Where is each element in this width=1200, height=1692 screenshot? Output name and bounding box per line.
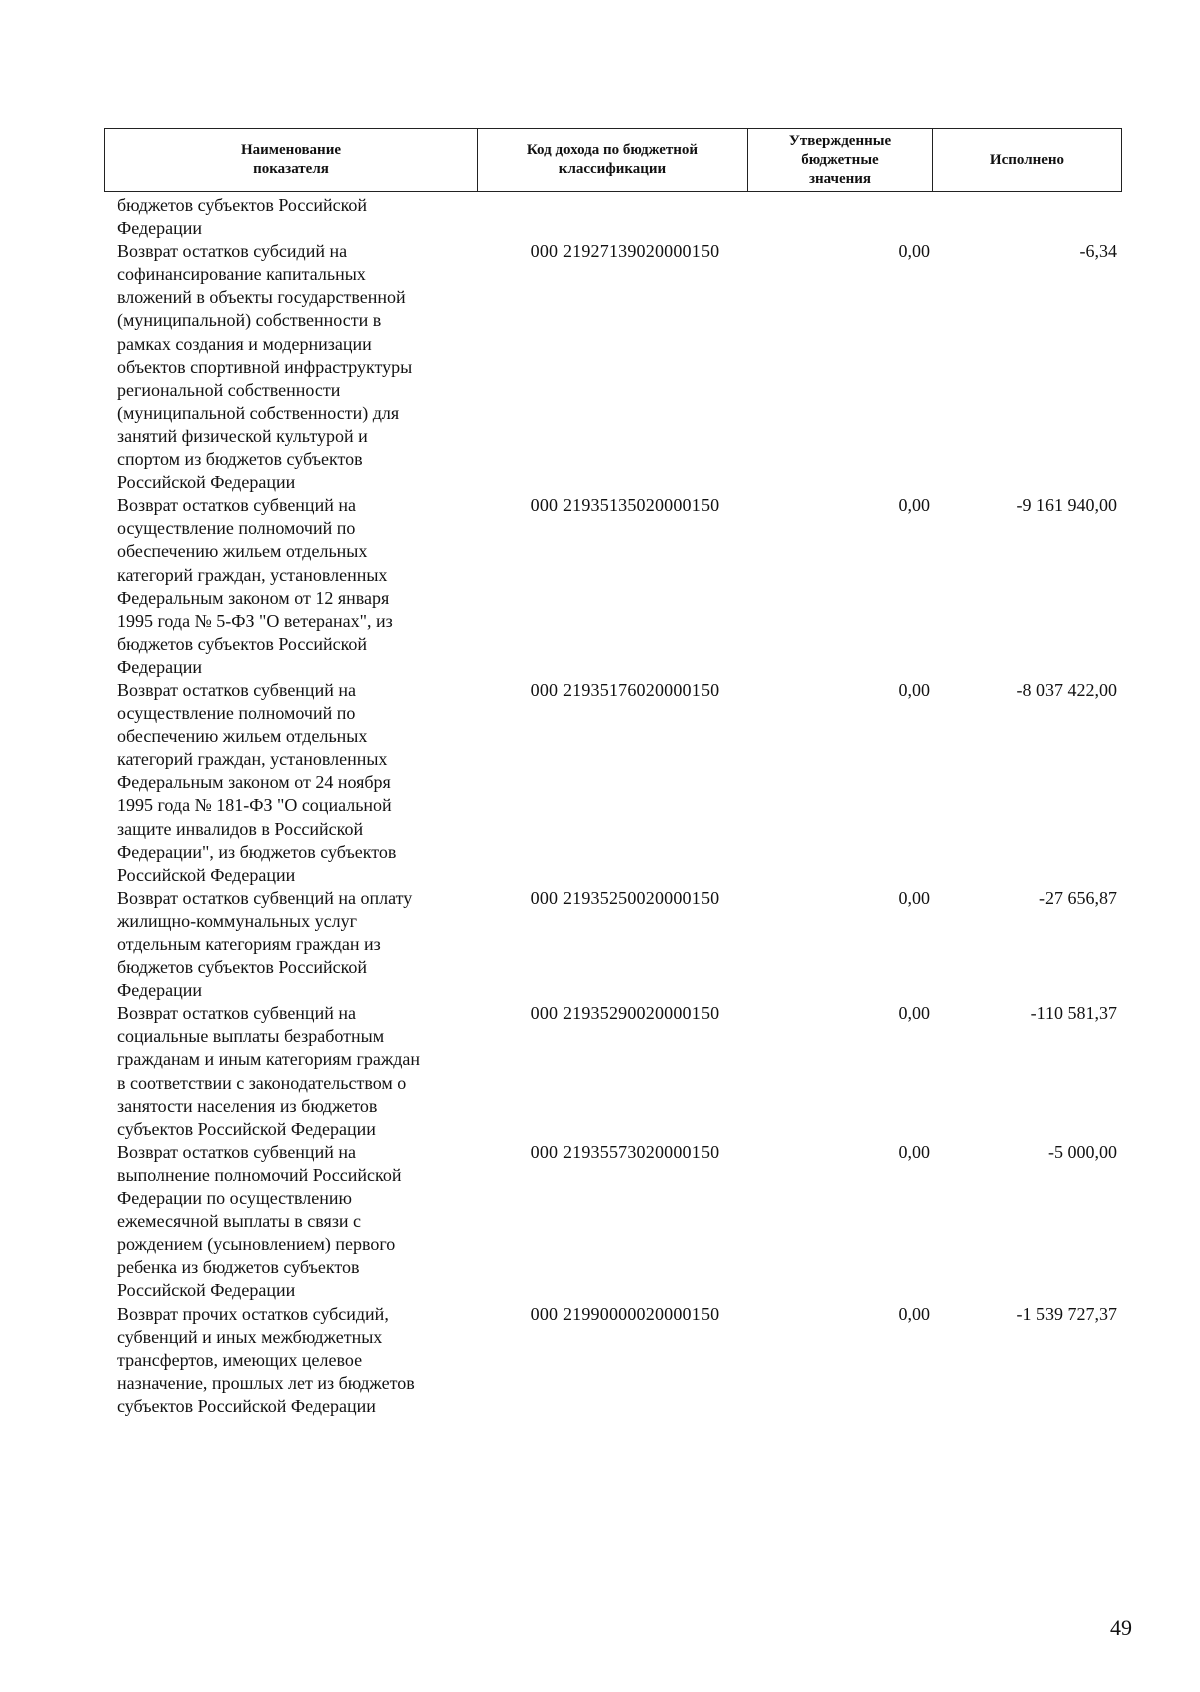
table-row: [0, 240, 1200, 494]
row-done: -27 656,87: [1039, 887, 1117, 908]
row-code: 000 21935250020000150: [530, 887, 720, 908]
row-name: Возврат остатков субвенций на осуществление полномочий по обеспечению жильем отдельных категорий граждан, установленных Федеральным законом от 24 ноября 1995 года № 181-ФЗ "О социальной защите инвалидов в Российской Федерации", из бюджетов субъектов Российской Федерации: [117, 679, 397, 885]
table-row: [0, 194, 1200, 240]
row-name: Возврат остатков субвенций на оплату жилищно-коммунальных услуг отдельным категориям граждан из бюджетов субъектов Российской Федерации: [117, 887, 413, 1001]
header-name-label: Наименование показателя: [241, 142, 341, 177]
header-approved-cell: [748, 129, 933, 191]
row-approved: 0,00: [898, 1303, 930, 1324]
header-name-cell: [105, 129, 478, 191]
row-code: 000 21935176020000150: [530, 679, 720, 700]
row-done: -9 161 940,00: [1016, 495, 1117, 516]
header-code-cell: [478, 129, 748, 191]
row-name: Возврат остатков субвенций на социальные выплаты безработным гражданам и иным категориям граждан в соответствии с законодательством о занятости населения из бюджетов субъектов Российской Федерации: [117, 1003, 421, 1139]
row-code: 000 21935573020000150: [530, 1141, 720, 1162]
header-code-label: Код дохода по бюджетной классификации: [526, 142, 699, 177]
row-name: Возврат прочих остатков субсидий, субвенций и иных межбюджетных трансфертов, имеющих целевое назначение, прошлых лет из бюджетов субъектов Российской Федерации: [117, 1303, 415, 1416]
row-approved: 0,00: [898, 1141, 930, 1162]
row-code: 000 21990000020000150: [530, 1303, 720, 1324]
row-done: -8 037 422,00: [1016, 679, 1117, 700]
header-approved-label: Утвержденные бюджетные значения: [788, 133, 892, 187]
row-done: -5 000,00: [1048, 1141, 1117, 1162]
table-header: [104, 128, 1122, 192]
row-done: -6,34: [1079, 241, 1117, 262]
table-row: [0, 1303, 1200, 1418]
header-done-label: Исполнено: [989, 151, 1065, 168]
row-approved: 0,00: [898, 495, 930, 516]
row-code: 000 21927139020000150: [530, 241, 720, 262]
row-name: Возврат остатков субвенций на выполнение полномочий Российской Федерации по осуществлению ежемесячной выплаты в связи с рождением (усыновлением) первого ребенка из бюджетов субъектов Российской Федерации: [117, 1141, 402, 1301]
row-approved: 0,00: [898, 887, 930, 908]
row-code: 000 21935135020000150: [530, 495, 720, 516]
table-row: [0, 494, 1200, 679]
page-number: 49: [1110, 1615, 1132, 1640]
row-name: Возврат остатков субвенций на осуществление полномочий по обеспечению жильем отдельных категорий граждан, установленных Федеральным законом от 12 января 1995 года № 5-ФЗ "О ветеранах", из бюджетов субъектов Российской Федерации: [117, 495, 393, 677]
row-name: Возврат остатков субсидий на софинансирование капитальных вложений в объекты государственной (муниципальной) собственности в рамках создания и модернизации объектов спортивной инфраструктуры региональной собственности (муниципальной собственности) для занятий физической культурой и спортом из бюджетов субъектов Российской Федерации: [117, 241, 413, 493]
row-name: бюджетов субъектов Российской Федерации: [117, 195, 368, 239]
row-done: -110 581,37: [1030, 1003, 1117, 1024]
row-approved: 0,00: [898, 241, 930, 262]
row-approved: 0,00: [898, 1003, 930, 1024]
table-row: [0, 887, 1200, 1002]
table-row: [0, 1002, 1200, 1141]
header-done-cell: [933, 129, 1121, 191]
row-code: 000 21935290020000150: [530, 1003, 720, 1024]
table-body: [0, 194, 1200, 1418]
row-done: -1 539 727,37: [1016, 1303, 1117, 1324]
table-row: [0, 679, 1200, 887]
row-approved: 0,00: [898, 679, 930, 700]
table-row: [0, 1141, 1200, 1303]
